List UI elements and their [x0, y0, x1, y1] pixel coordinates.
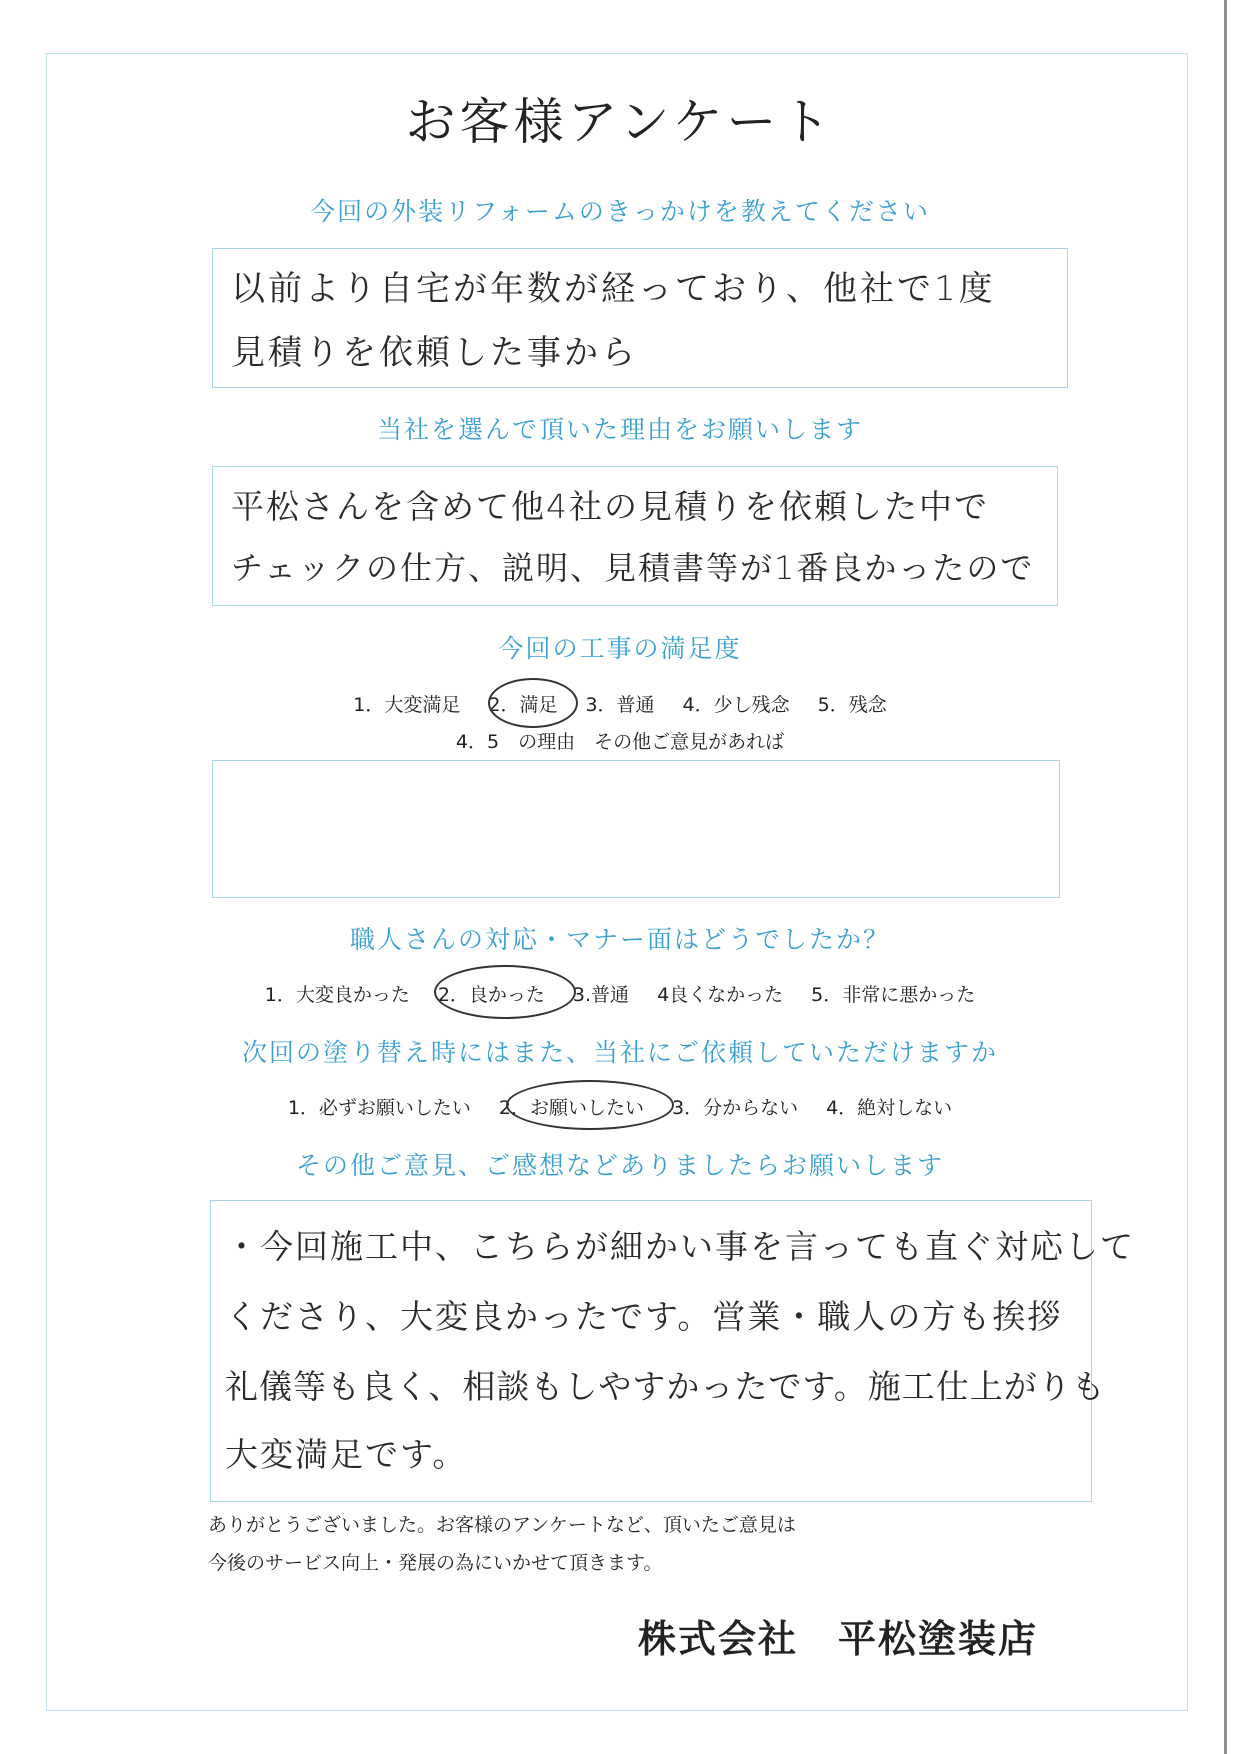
- satisfaction-options: [0, 690, 1240, 717]
- thanks-line-1: ありがとうございました。お客様のアンケートなど、頂いたご意見は: [208, 1514, 796, 1536]
- scan-edge: [1224, 0, 1227, 1754]
- reorder-option-1[interactable]: 1．必ずお願いしたい: [287, 1097, 471, 1119]
- answer-2-line-1: 平松さんを含めて他4社の見積りを依頼した中で: [231, 487, 989, 526]
- question-5-label: 次回の塗り替え時にはまた、当社にご依頼していただけますか: [241, 1038, 998, 1067]
- question-4-label: 職人さんの対応・マナー面はどうでしたか？: [349, 925, 890, 954]
- answer-6-line-2: くださり、大変良かったです。営業・職人の方も挨拶: [225, 1297, 1063, 1336]
- answer-6-line-3: 礼儀等も良く、相談もしやすかったです。施工仕上がりも: [225, 1367, 1106, 1406]
- satisfaction-option-5[interactable]: 5．残念: [817, 694, 887, 716]
- question-3-label: 今回の工事の満足度: [498, 634, 742, 663]
- satisfaction-option-4[interactable]: 4．少し残念: [682, 694, 790, 716]
- company-name: 株式会社 平松塗装店: [638, 1617, 1039, 1661]
- satisfaction-option-1[interactable]: 1．大変満足: [353, 694, 461, 716]
- satisfaction-option-3[interactable]: 3．普通: [585, 694, 655, 716]
- answer-2-line-2: チェックの仕方、説明、見積書等が1番良かったので: [231, 549, 1035, 587]
- selection-circle-satisfaction: [488, 678, 578, 728]
- satisfaction-sub-label: 4．5 の理由 その他ご意見があれば: [455, 731, 785, 753]
- survey-title: お客様アンケート: [405, 93, 835, 151]
- answer-1-line-1: 以前より自宅が年数が経っており、他社で1度: [231, 269, 996, 309]
- answer-6-line-1: ・今回施工中、こちらが細かい事を言っても直ぐ対応して: [225, 1227, 1135, 1266]
- answer-box-1: [212, 248, 1068, 388]
- selection-circle-manner: [434, 965, 576, 1019]
- answer-box-2: [212, 466, 1058, 606]
- answer-1-line-2: 見積りを依頼した事から: [231, 333, 638, 373]
- manner-option-2[interactable]: 2．良かった: [437, 984, 545, 1006]
- answer-6-line-4: 大変満足です。: [225, 1435, 468, 1474]
- question-1-label: 今回の外装リフォームのきっかけを教えてください: [310, 197, 930, 226]
- answer-box-3: [212, 760, 1060, 898]
- thanks-line-2: 今後のサービス向上・発展の為にいかせて頂きます。: [208, 1552, 663, 1574]
- manner-option-5[interactable]: 5．非常に悪かった: [811, 984, 976, 1006]
- manner-options: [0, 980, 1240, 1007]
- selection-circle-reorder: [506, 1080, 674, 1130]
- answer-box-6: [210, 1200, 1135, 1502]
- reorder-option-4[interactable]: 4．絶対しない: [826, 1097, 953, 1119]
- reorder-option-2[interactable]: 2．お願いしたい: [498, 1097, 644, 1119]
- question-6-label: その他ご意見、ご感想などありましたらお願いします: [295, 1151, 944, 1180]
- manner-option-4[interactable]: 4良くなかった: [657, 984, 784, 1006]
- satisfaction-option-2[interactable]: 2．満足: [488, 694, 558, 716]
- reorder-option-3[interactable]: 3．分からない: [672, 1097, 799, 1119]
- manner-option-1[interactable]: 1．大変良かった: [264, 984, 410, 1006]
- question-2-label: 当社を選んで頂いた理由をお願いします: [376, 415, 863, 444]
- manner-option-3[interactable]: 3.普通: [572, 984, 630, 1006]
